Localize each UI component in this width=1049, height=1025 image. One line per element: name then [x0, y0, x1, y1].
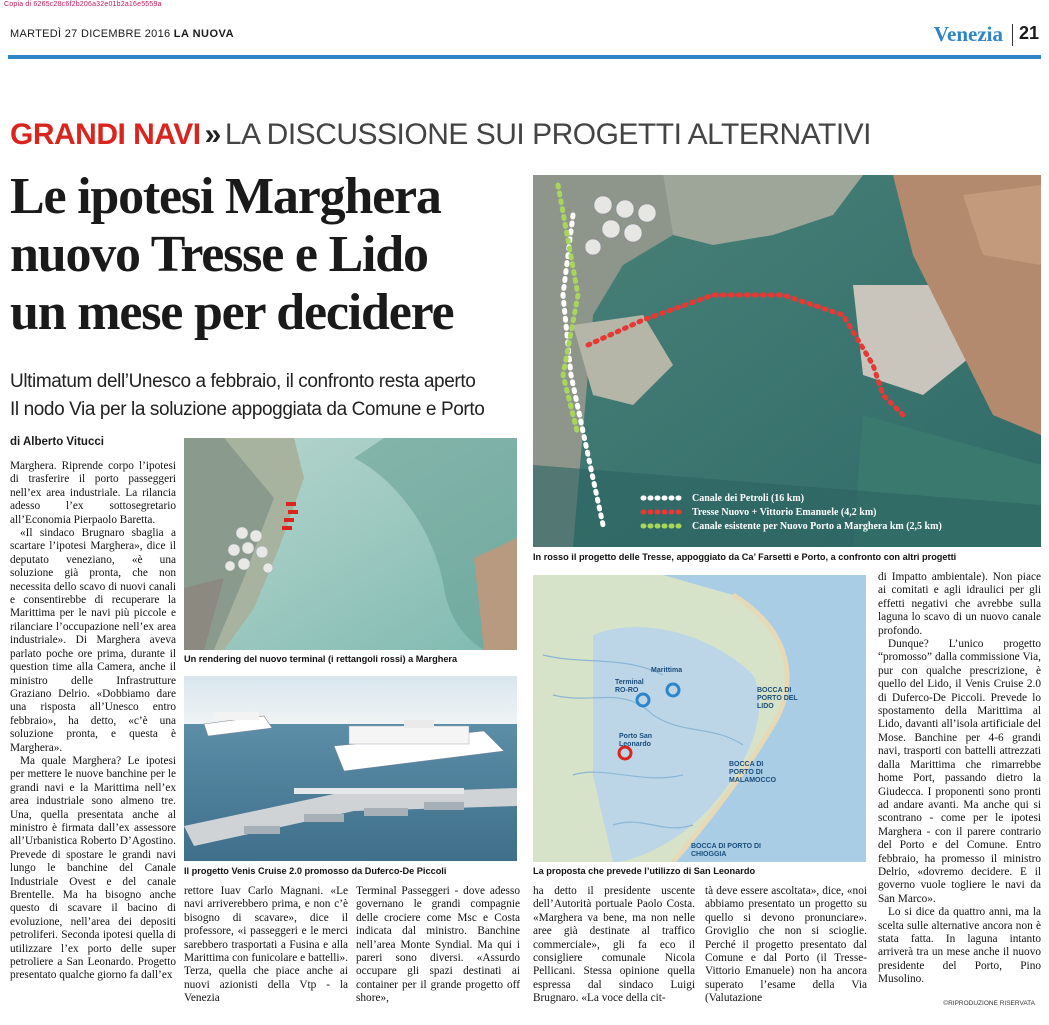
aerial-photo-icon	[184, 438, 517, 650]
issue-date: MARTEDÌ 27 DICEMBRE 2016 LA NUOVA	[10, 28, 235, 40]
paragraph: di Impatto ambientale). Non piace ai comitati e agli idraulici per gli effetti negativi che avrebbe sulla laguna lo scavo di un nuovo canale profondo.	[878, 571, 1041, 637]
paragraph: Terminal Passeggeri - dove adesso governano le grandi compagnie delle crociere come Msc e Costa indicata dal ministro. Banchine nell’area Monte Syndial. Ma qui i pareri sono diversi. «Assurdo occupare gli spazi destinati ai container per il grande progetto off shore»,	[356, 885, 520, 1005]
kicker-sub: LA DISCUSSIONE SUI PROGETTI ALTERNATIVI	[224, 118, 872, 151]
article-column-1	[10, 460, 176, 1008]
subhead-line: Ultimatum dell’Unesco a febbraio, il confronto resta aperto	[10, 371, 476, 392]
headline-line: Le ipotesi Marghera	[10, 168, 441, 225]
photo-venis-cruise	[184, 676, 517, 861]
legend-label: Canale esistente per Nuovo Porto a Marghera km (2,5 km)	[692, 520, 942, 532]
map-label-malamocco: BOCCA DI PORTO DI MALAMOCCO	[729, 761, 777, 784]
copyright-credit: ©RIPRODUZIONE RISERVATA	[943, 1000, 1035, 1007]
cruise-terminal-icon	[184, 676, 517, 861]
kicker-arrow: »	[204, 118, 221, 151]
page-header	[8, 22, 1041, 62]
article-column-6	[878, 571, 1041, 997]
map-san-leonardo	[533, 575, 866, 862]
newspaper-name: LA NUOVA	[173, 28, 235, 40]
paragraph: Ma quale Marghera? Le ipotesi per mettere le nuove banchine per le grandi navi e la Marittima nell’ex area industriale sono almeno tre. Una, quella presentata anche al ministro è firmata dall’ex assessore all’Urbanistica Roberto D’Agostino. Prevede di spostare le grandi navi lungo le banchine del Canale Industriale Ovest e del canale Brentelle. Ma ha bisogno anche questo di scavare il bacino di evoluzione, nell’area dei depositi petroliferi. Seconda ipotesi quella di utilizzare l’ex porto delle super petroliere a San Leonardo. Progetto presentato qualche giorno fa dall’ex	[10, 754, 176, 982]
paragraph: tà deve essere ascoltata», dice, «noi abbiamo presentato un progetto su quello si devono pronunciare». Groviglio che non si scioglie. Perché il progetto presentato dal Comune e dal Porto (il Tresse-Vittorio Emanuele) non ha ancora superato l’esame della Via (Valutazione	[705, 885, 867, 1005]
paragraph: ha detto il presidente uscente dell’Autorità portuale Paolo Costa. «Marghera va bene, ma non nelle aree già destinate al traffico commerciale», gli fa eco il consigliere comunale Nicola Pellicani. Stessa opinione quella espressa dal sindaco Luigi Brugnaro. «La voce della cit-	[533, 885, 695, 1005]
paragraph: «Il sindaco Brugnaro sbaglia a scartare l’ipotesi Marghera», dice il deputato veneziano, «è una soluzione già pronta, che non necessita dello scavo di nuovi canali e consentirebbe di recuperare la Marittima per le navi più piccole e rilanciare l’occupazione nell’ex area industriale». Di Marghera aveva parlato poche ore prima, durante il question time alla Camera, anche il ministro delle Infrastrutture Graziano Delrio. «Dobbiamo dare una risposta all’Unesco entro febbraio», ha detto, «c’è una soluzione pronta, e questa è Marghera».	[10, 527, 176, 754]
map-label-lido: BOCCA DI PORTO DEL LIDO	[757, 687, 798, 710]
paragraph: Marghera. Riprende corpo l’ipotesi di trasferire il porto passeggeri nell’ex area industriale. La rilancia adesso l’ex sottosegretario all’Economia Pierpaolo Baretta.	[10, 460, 176, 526]
subheadline	[10, 368, 525, 424]
paragraph: Lo si dice da quattro anni, ma la scelta sulle alternative ancora non è stata fatta. In laguna intanto arriverà tra un mese anche il nuovo presidente del Porto, Pino Musolino.	[878, 906, 1041, 986]
photo-marghera-rendering	[184, 438, 517, 650]
caption-tresse: In rosso il progetto delle Tresse, appoggiato da Ca’ Farsetti e Porto, a confronto con altri progetti	[533, 552, 957, 562]
caption-san-leonardo: La proposta che prevede l’utilizzo di San Leonardo	[533, 866, 756, 876]
map-label-chioggia: BOCCA DI PORTO DI CHIOGGIA	[691, 843, 762, 858]
lagoon-map-icon	[533, 575, 866, 862]
article-column-2	[184, 885, 348, 1010]
kicker	[10, 118, 871, 152]
paragraph: Dunque? L’unico progetto “promosso” dalla commissione Via, pur con qualche prescrizione, è quello del Lido, il Venis Cruise 2.0 di Duferco-De Piccoli. Prevede lo spostamento della Marittima al Lido, davanti all’isola artificiale del Mose. Banchine per 4-6 grandi navi, trasporti con battelli attrezzati dalla Marittima che rimarrebbe home Port, passando dietro la Giudecca. I proponenti sono pronti ad andare avanti. Ma anche qui si scontrano - come per le ipotesi Marghera - con il parere contrario del Porto e del Comune. Entro febbraio, ha promesso il ministro Delrio, «dovremo decidere. E il governo vuole togliere le navi da San Marco».	[878, 638, 1041, 905]
legend-item	[640, 505, 942, 519]
headline-line: un mese per decidere	[10, 284, 454, 341]
header-rule	[8, 55, 1041, 59]
caption-marghera: Un rendering del nuovo terminal (i rettangoli rossi) a Marghera	[184, 654, 458, 664]
byline: di Alberto Vitucci	[10, 436, 104, 448]
article-column-4	[533, 885, 695, 1010]
section-name: Venezia	[933, 22, 1003, 46]
legend-swatch-icon	[640, 523, 686, 529]
legend-label: Canale dei Petroli (16 km)	[692, 492, 805, 504]
legend-swatch-icon	[640, 495, 686, 501]
paragraph: rettore Iuav Carlo Magnani. «Le navi arriverebbero prima, e non c’è bisogno di scavare», dice il professore, «i passeggeri e le merci sarebbero trasportati a Fusina e alla Marittima con funicolare e battelli». Terza, quella che piace anche ai nuovi azionisti della Vtp - la Venezia	[184, 885, 348, 1005]
page-number: 21	[1018, 23, 1039, 43]
map-label-marittima: Marittima	[651, 667, 683, 674]
headline-line: nuovo Tresse e Lido	[10, 226, 428, 283]
headline	[10, 168, 525, 342]
legend-swatch-icon	[640, 509, 686, 515]
map-legend	[640, 491, 942, 533]
kicker-main: GRANDI NAVI	[10, 118, 201, 151]
article-column-5	[705, 885, 867, 1010]
map-label-terminal: Terminal RO-RO	[615, 679, 644, 694]
legend-label: Tresse Nuovo + Vittorio Emanuele (4,2 km)	[692, 506, 877, 518]
legend-item	[640, 491, 942, 505]
article-column-3	[356, 885, 520, 1010]
header-separator	[1012, 24, 1013, 46]
legend-item	[640, 519, 942, 533]
copy-note: Copia di 6265c28c6f2b206a32e01b2a16e5559a	[4, 1, 162, 8]
subhead-line: Il nodo Via per la soluzione appoggiata da Comune e Porto	[10, 399, 485, 420]
caption-venis-cruise: Il progetto Venis Cruise 2.0 promosso da Duferco-De Piccoli	[184, 866, 447, 876]
map-label-porto-san-leonardo: Porto San Leonardo	[619, 733, 653, 748]
